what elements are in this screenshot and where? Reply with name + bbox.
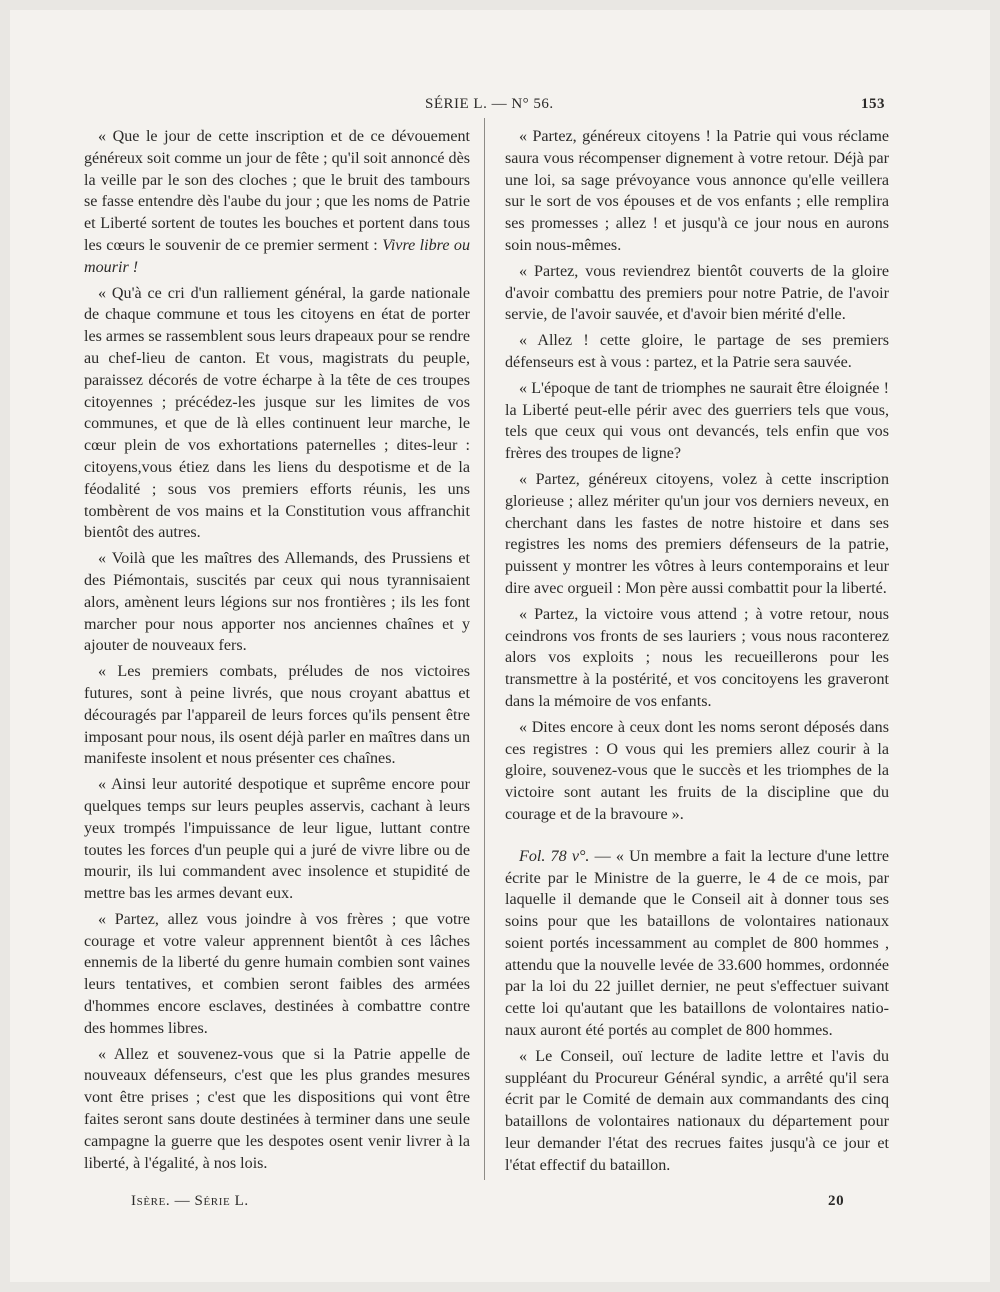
- paragraph: « Les premiers combats, préludes de nos victoires futures, sont à peine livrés, que nous croyant abattus et découragés par l'appareil de leurs forces qu'ils pensent être imposant pour nous, ils osent déjà parler en maîtres dans un manifeste insolent et nous présenter ces chaînes.: [84, 663, 470, 768]
- paragraph: « Voilà que les maîtres des Allemands, des Prussiens et des Piémontais, suscités par ceux qui nous tyrannisaient alors, amènent leurs légions sur nos frontières ; ils les font marcher pour nous apporter nos anciennes chaînes et y ajouter de nouveaux fers.: [84, 550, 470, 655]
- page-number: 153: [861, 96, 885, 112]
- left-column: [84, 126, 470, 1178]
- page-header: [0, 96, 1000, 116]
- folio-reference: Fol. 78 v°.: [519, 847, 590, 865]
- paragraph: « Partez, allez vous joindre à vos frères ; que votre courage et votre valeur apprennent bientôt à ces lâches ennemis de la liberté du genre humain combien sont vaines leurs tentatives, et combien seront faibles des armées d'hommes encore esclaves, destinées à combattre contre des hommes libres.: [84, 910, 470, 1037]
- paragraph: « Allez ! cette gloire, le partage de ses premiers défenseurs est à vous : partez, et la Patrie sera sauvée.: [505, 332, 889, 371]
- series-title: SÉRIE L. — N° 56.: [425, 96, 554, 112]
- paragraph: « Ainsi leur autorité despotique et suprême encore pour quelques temps sur leurs peuples asservis, cachant à leurs yeux trompés l'impuissance de leur ligue, luttant contre toutes les forces d'un peuple qui a juré de vivre libre ou de mourir, ils lui commandent avec insolence et stupidité de mettre bas les armes devant eux.: [84, 776, 470, 903]
- paragraph: « Partez, généreux citoyens, volez à cette inscription glorieuse ; allez mériter qu'un jour vos derniers neveux, en cherchant dans les fastes de notre histoire et dans ses registres les noms des premiers défenseurs de la patrie, puissent y montrer les vôtres à leurs contemporains et leur dire avec orgueil : Mon père aussi combattit pour la liberté.: [505, 470, 889, 597]
- paragraph: « Allez et souvenez-vous que si la Patrie appelle de nouveaux défenseurs, c'est que les plus grandes mesures vont être prises ; c'est que les dispositions qui vont être faites seront sans doute destinées à terminer dans une seule campagne la guerre que les despotes osent venir livrer à la liberté, à l'égalité, à nos lois.: [84, 1045, 470, 1172]
- footer-sheet-number: 20: [828, 1193, 845, 1209]
- paragraph: « Que le jour de cette inscription et de ce dévouement généreux soit comme un jour de fête ; qu'il soit annoncé dès la veille par le son des cloches ; que le bruit des tambours se fasse entendre dès l'aube du jour ; que les noms de Patrie et Liberté sortent de toutes les bouches et portent dans tous les cœurs le souvenir de ce premier serment : Vivre libre ou mourir !: [84, 128, 471, 276]
- paragraph: « L'époque de tant de triomphes ne saurait être éloignée ! la Liberté peut-elle périr avec des guerriers tels que vous, tels que ceux qui vous ont devancés, tels enfin que vos frères des troupes de ligne?: [505, 379, 889, 463]
- column-divider: [484, 118, 485, 1180]
- paragraph: « Qu'à ce cri d'un ralliement général, la garde nationale de chaque commune et tous les citoyens en état de porter les armes se rassemblent sous leurs drapeaux pour se rendre au chef-lieu de canton. Et vous, magistrats du peuple, paraissez décorés de votre écharpe à la tête de ces troupes citoyennes ; précédez-les jusque sur les limites de vos communes, et que de là elles continuent leur marche, le cœur plein de vos exhortations paternelles ; dites-leur : citoyens,vous étiez dans les liens du despotisme et de la féodalité ; sous vos premiers efforts réunis, les uns tombèrent de vos mains et la Constitution vous affranchit bientôt des autres.: [84, 284, 470, 542]
- italic-motto: Vivre libre ou mourir !: [84, 236, 471, 276]
- paragraph: « Partez, généreux citoyens ! la Patrie qui vous réclame saura vous récompenser dignement à votre retour. Déjà par une loi, sa sage prévoyance vous annonce qu'elle veillera sur le sort de vos épouses et de vos enfants ; elle remplira ses promesses ; allez ! et jusqu'à ce jour nous en aurons soin nous-mêmes.: [505, 128, 889, 254]
- paragraph: « Partez, la victoire vous attend ; à votre retour, nous ceindrons vos fronts de ses lauriers ; vous nous raconterez alors vos exploits ; nous les recueillerons pour les transmettre à la postérité, et vos concitoyens les graveront dans la mémoire de vos enfants.: [505, 605, 889, 710]
- paragraph: « Dites encore à ceux dont les noms seront déposés dans ces registres : O vous qui les premiers allez courir à la gloire, souvenez-vous que le succès et les triomphes de la victoire sont autant les fruits de la discipline que du courage et de la bravoure ».: [505, 718, 889, 823]
- right-column: [505, 126, 889, 1181]
- paragraph: « Partez, vous reviendrez bientôt couverts de la gloire d'avoir combattu des premiers pour notre Patrie, de l'avoir servie, de l'avoir sauvée, et d'avoir bien mérité d'elle.: [505, 262, 889, 324]
- paragraph: « Le Conseil, ouï lecture de ladite lettre et l'avis du suppléant du Procureur Général syndic, a arrêté qu'il sera écrit par le Comité de demain aux commandants des cinq bataillons de volontaires nationaux du département pour leur demander l'état des recrues faites jusqu'à ce jour et l'état effectif du bataillon.: [505, 1047, 889, 1174]
- footer-source: Isère. — Série L.: [131, 1193, 249, 1209]
- folio-paragraph: Fol. 78 v°. — « Un membre a fait la lecture d'une lettre écrite par le Ministre de la guerre, le 4 de ce mois, par laquelle il demande que le Conseil ait à donner tous ses soins pour que les bataillons de volontaires nationaux soient portés incessamment au complet de 800 hommes , attendu que la nouvelle levée de 33.600 hommes, ordonnée par la loi du 22 juillet dernier, ne peut s'effectuer suivant cette loi qu'autant que les bataillons de volontaires nationaux auront été portés au complet de 800 hommes.: [505, 847, 889, 1040]
